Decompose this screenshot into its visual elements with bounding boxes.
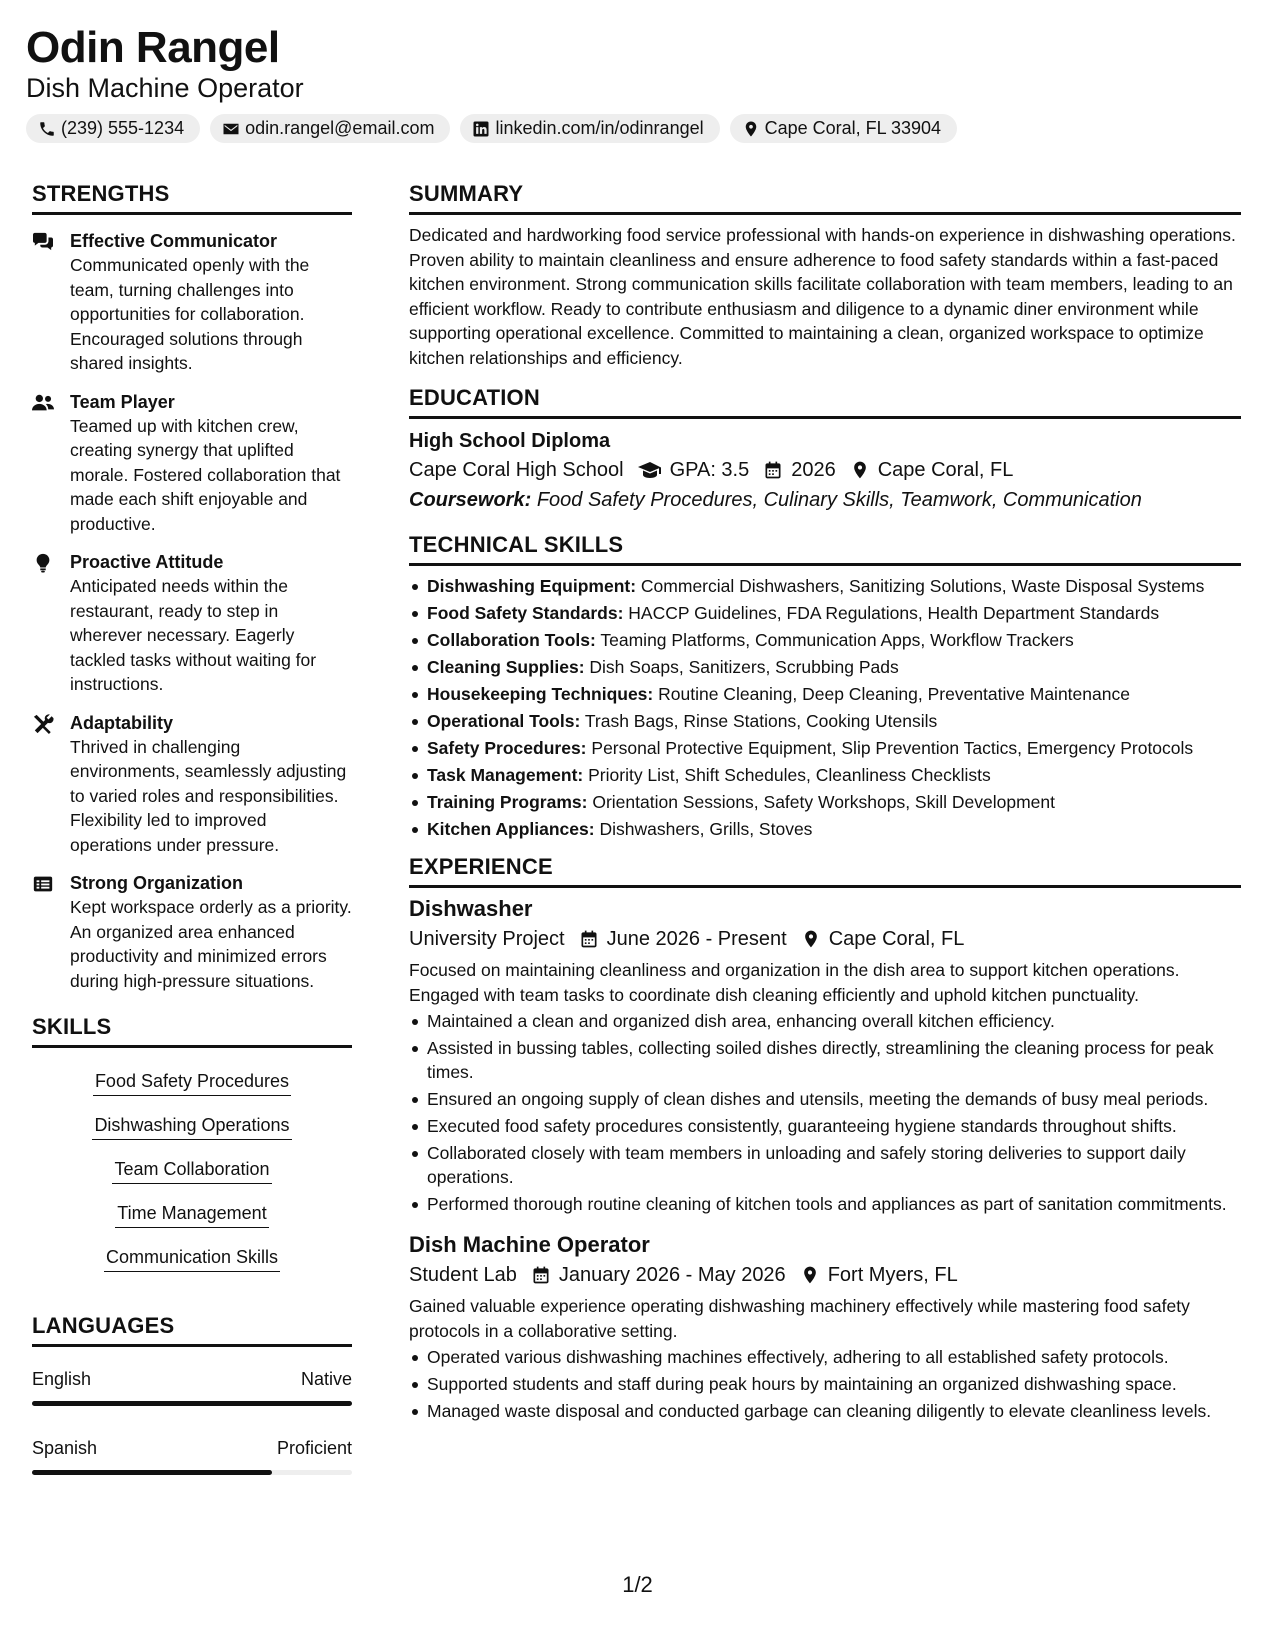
list-item: Performed thorough routine cleaning of kitchen tools and appliances as part of sanitation commitments.: [409, 1192, 1241, 1216]
skills-heading: SKILLS: [32, 1013, 352, 1048]
skill-values: Personal Protective Equipment, Slip Prevention Tactics, Emergency Protocols: [591, 738, 1194, 758]
left-column: [32, 180, 352, 1475]
skill-values: Priority List, Shift Schedules, Cleanliness Checklists: [588, 765, 991, 785]
email-text[interactable]: odin.rangel@email.com: [245, 118, 435, 138]
calendar-icon: [579, 929, 599, 949]
contact-bar: [26, 114, 1246, 143]
list-item: [409, 628, 1241, 652]
list-item: Executed food safety procedures consistently, guaranteeing hygiene standards throughout shifts.: [409, 1114, 1241, 1138]
job-org: University Project: [409, 928, 565, 950]
skill-tag: Communication Skills: [104, 1244, 280, 1272]
skill-category: Cleaning Supplies:: [427, 657, 585, 677]
resume-header: [26, 22, 1246, 143]
list-item: [409, 574, 1241, 598]
technical-skills-list: [409, 574, 1241, 841]
map-pin-icon: [801, 929, 821, 949]
list-icon: [32, 874, 54, 894]
language-proficiency-fill: [32, 1401, 352, 1406]
phone-icon: [38, 120, 56, 138]
strength-desc: Communicated openly with the team, turning challenges into opportunities for collaboration. Encouraged solutions through shared insights.: [70, 255, 310, 373]
languages-heading: LANGUAGES: [32, 1312, 352, 1347]
list-item: [409, 763, 1241, 787]
language-level: Proficient: [276, 1438, 352, 1458]
skill-tag: Food Safety Procedures: [93, 1068, 291, 1096]
skill-values: Dish Soaps, Sanitizers, Scrubbing Pads: [589, 657, 899, 677]
coursework-text: Food Safety Procedures, Culinary Skills, Teamwork, Communication: [536, 489, 1142, 511]
map-pin-icon: [850, 460, 870, 480]
skills-list: [32, 1056, 352, 1272]
job-title: Dish Machine Operator: [409, 1232, 650, 1257]
contact-phone: [26, 114, 200, 143]
list-item: Operated various dishwashing machines effectively, adhering to all established safety protocols.: [409, 1345, 1241, 1369]
skill-category: Dishwashing Equipment:: [427, 576, 637, 596]
envelope-icon: [222, 120, 240, 138]
skill-values: Teaming Platforms, Communication Apps, Workflow Trackers: [600, 630, 1074, 650]
map-pin-icon: [800, 1265, 820, 1285]
map-pin-icon: [742, 120, 760, 138]
skill-category: Housekeeping Techniques:: [427, 684, 654, 704]
summary-heading: SUMMARY: [409, 180, 1241, 215]
gpa-text: GPA: 3.5: [669, 459, 750, 481]
job-entry: [409, 1230, 1241, 1423]
calendar-icon: [763, 460, 783, 480]
job-meta: [409, 924, 1241, 954]
strength-title: Team Player: [70, 391, 175, 412]
list-item: Maintained a clean and organized dish area, enhancing overall kitchen efficiency.: [409, 1009, 1241, 1033]
users-icon: [32, 393, 54, 413]
language-proficiency-bar: [32, 1470, 352, 1475]
candidate-title: Dish Machine Operator: [26, 73, 304, 103]
job-entry: [409, 894, 1241, 1216]
language-name: Spanish: [32, 1438, 98, 1458]
list-item: Supported students and staff during peak hours by maintaining an organized dishwashing space.: [409, 1372, 1241, 1396]
skill-values: HACCP Guidelines, FDA Regulations, Health Department Standards: [628, 603, 1160, 623]
degree-title: High School Diploma: [409, 430, 611, 452]
strength-title: Adaptability: [70, 712, 174, 733]
language-proficiency-fill: [32, 1470, 272, 1475]
language-level: Native: [300, 1369, 352, 1389]
job-dates: June 2026 - Present: [606, 928, 787, 950]
school-name: Cape Coral High School: [409, 459, 624, 481]
coursework-line: [409, 485, 1241, 515]
list-item: [409, 655, 1241, 679]
list-item: [409, 709, 1241, 733]
coursework-label: Coursework:: [409, 489, 532, 511]
graduation-cap-icon: [638, 460, 662, 480]
skill-tag: Team Collaboration: [112, 1156, 271, 1184]
skill-category: Safety Procedures:: [427, 738, 587, 758]
skill-category: Food Safety Standards:: [427, 603, 624, 623]
education-heading: EDUCATION: [409, 384, 1241, 419]
language-proficiency-bar: [32, 1401, 352, 1406]
job-bullets: [409, 1009, 1241, 1216]
strength-item: [32, 550, 352, 697]
list-item: [409, 790, 1241, 814]
language-name: English: [32, 1369, 92, 1389]
experience-heading: EXPERIENCE: [409, 853, 1241, 888]
graduation-year: 2026: [791, 459, 836, 481]
location-text: Cape Coral, FL 33904: [764, 118, 942, 138]
lightbulb-icon: [32, 553, 54, 573]
job-location: Cape Coral, FL: [828, 928, 965, 950]
strength-desc: Kept workspace orderly as a priority. An organized area enhanced productivity and minimized errors during high-pressure situations.: [70, 897, 352, 991]
skill-tag: Dishwashing Operations: [92, 1112, 291, 1140]
strength-item: [32, 229, 352, 376]
skill-category: Operational Tools:: [427, 711, 581, 731]
school-location: Cape Coral, FL: [877, 459, 1014, 481]
technical-skills-heading: TECHNICAL SKILLS: [409, 531, 1241, 566]
job-bullets: [409, 1345, 1241, 1423]
language-item: [32, 1367, 352, 1406]
strength-desc: Thrived in challenging environments, seamlessly adjusting to varied roles and responsibilities. Flexibility led to improved operations under pressure.: [70, 736, 347, 855]
contact-email[interactable]: [210, 114, 450, 143]
candidate-name: Odin Rangel: [26, 23, 280, 72]
skill-values: Routine Cleaning, Deep Cleaning, Preventative Maintenance: [658, 684, 1130, 704]
list-item: [409, 682, 1241, 706]
list-item: [409, 817, 1241, 841]
skill-category: Task Management:: [427, 765, 584, 785]
skill-category: Kitchen Appliances:: [427, 819, 595, 839]
strength-item: [32, 871, 352, 993]
strength-title: Proactive Attitude: [70, 552, 224, 572]
chat-icon: [32, 232, 54, 252]
summary-text: Dedicated and hardworking food service professional with hands-on experience in dishwashing operations. Proven ability to maintain cleanliness and ensure adherence to food safety standards within a fast-paced kitchen environment. Strong communication skills facilitate collaboration with team members, leading to an efficient workflow. Ready to contribute enthusiasm and diligence to a dynamic diner environment while supporting operational excellence. Committed to maintaining a clean, organized workspace to optimize kitchen relationships and efficiency.: [409, 225, 1236, 368]
right-column: [409, 180, 1241, 1426]
calendar-icon: [531, 1265, 551, 1285]
linkedin-text[interactable]: linkedin.com/in/odinrangel: [495, 118, 704, 138]
contact-location: [730, 114, 957, 143]
skill-values: Commercial Dishwashers, Sanitizing Solutions, Waste Disposal Systems: [640, 576, 1205, 596]
skill-category: Training Programs:: [427, 792, 588, 812]
list-item: Ensured an ongoing supply of clean dishes and utensils, meeting the demands of busy meal periods.: [409, 1087, 1241, 1111]
strengths-heading: STRENGTHS: [32, 180, 352, 215]
job-summary: Gained valuable experience operating dishwashing machinery effectively while mastering food safety protocols in a collaborative setting.: [409, 1296, 1190, 1341]
contact-linkedin[interactable]: [460, 114, 719, 143]
list-item: [409, 601, 1241, 625]
strength-item: [32, 711, 352, 858]
skill-values: Trash Bags, Rinse Stations, Cooking Utensils: [584, 711, 938, 731]
phone-text: (239) 555-1234: [61, 118, 185, 138]
list-item: Collaborated closely with team members in unloading and safely storing deliveries to support daily operations.: [409, 1141, 1241, 1189]
tools-icon: [32, 714, 54, 734]
strength-desc: Teamed up with kitchen crew, creating synergy that uplifted morale. Fostered collaboration that made each shift enjoyable and productive.: [70, 415, 341, 534]
job-dates: January 2026 - May 2026: [558, 1264, 786, 1286]
list-item: Assisted in bussing tables, collecting soiled dishes directly, streamlining the cleaning process for peak times.: [409, 1036, 1241, 1084]
strength-title: Strong Organization: [70, 873, 243, 893]
strength-desc: Anticipated needs within the restaurant, ready to step in wherever necessary. Eagerly tackled tasks without waiting for instructions.: [70, 576, 317, 694]
job-summary: Focused on maintaining cleanliness and organization in the dish area to support kitchen operations. Engaged with team tasks to coordinate dish cleaning efficiently and uphold kitchen punctuality.: [409, 960, 1180, 1005]
job-meta: [409, 1260, 1241, 1290]
skill-values: Orientation Sessions, Safety Workshops, Skill Development: [592, 792, 1055, 812]
page-number: 1/2: [622, 1572, 653, 1597]
skill-values: Dishwashers, Grills, Stoves: [599, 819, 813, 839]
strength-title: Effective Communicator: [70, 231, 278, 251]
linkedin-icon: [472, 120, 490, 138]
language-item: [32, 1436, 352, 1475]
skill-tag: Time Management: [115, 1200, 268, 1228]
list-item: [409, 736, 1241, 760]
strength-item: [32, 390, 352, 537]
job-org: Student Lab: [409, 1264, 517, 1286]
education-meta: [409, 455, 1241, 485]
job-title: Dishwasher: [409, 896, 533, 921]
job-location: Fort Myers, FL: [827, 1264, 958, 1286]
skill-category: Collaboration Tools:: [427, 630, 596, 650]
list-item: Managed waste disposal and conducted garbage can cleaning diligently to elevate cleanliness levels.: [409, 1399, 1241, 1423]
